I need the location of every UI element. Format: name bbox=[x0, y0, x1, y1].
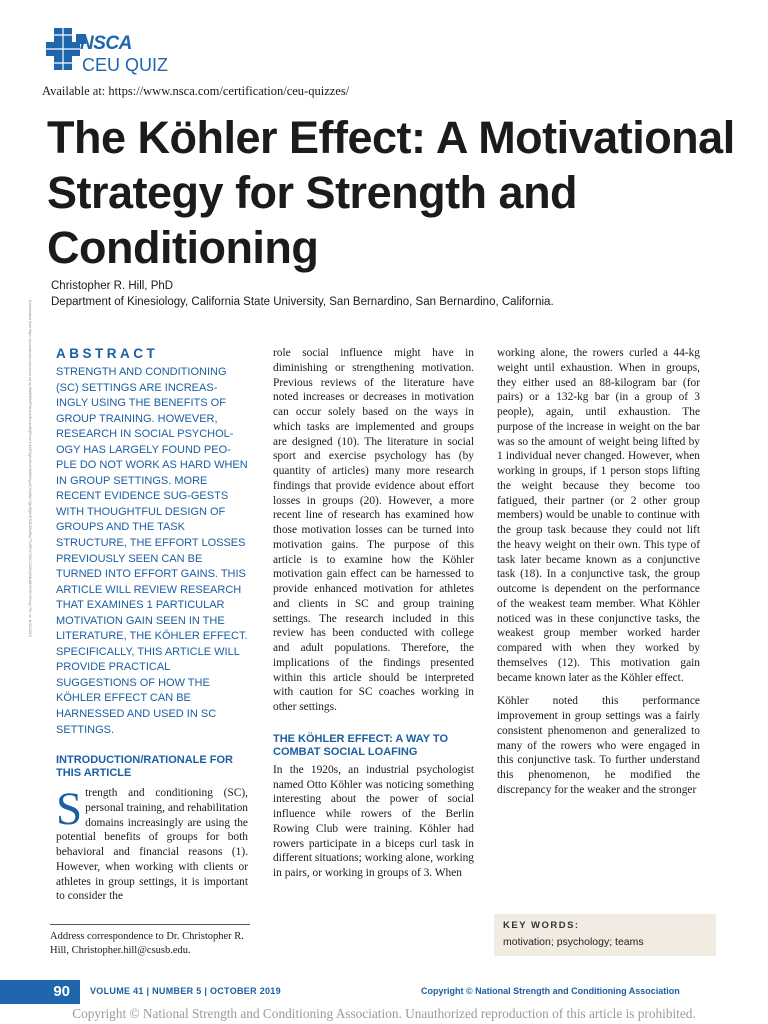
author-name: Christopher R. Hill, PhD bbox=[51, 280, 174, 292]
page-number: 90 bbox=[0, 980, 80, 1004]
intro-paragraph bbox=[56, 783, 248, 904]
col2-paragraph-2: In the 1920s, an industrial psychologist named Otto Köhler was noticing something interesting about the power of social influence while rowers of the Berlin Rowing Club were training. Köhler had rowers participate in a biceps curl task in different situations; working alone, working in pairs, or working in groups of 3. When bbox=[273, 763, 474, 879]
logo-subtext: CEU QUIZ bbox=[82, 55, 169, 75]
abstract-heading: ABSTRACT bbox=[56, 346, 159, 361]
footer-copyright: Copyright © National Strength and Conditioning Association bbox=[421, 986, 680, 996]
keywords-label: KEY WORDS: bbox=[503, 920, 580, 931]
correspondence-divider bbox=[50, 924, 250, 925]
article-title: The Köhler Effect: A Motivational Strategy for Strength and Conditioning bbox=[47, 112, 735, 273]
column-1 bbox=[56, 346, 248, 904]
col3-paragraph-1: working alone, the rowers curled a 44-kg weight until exhaustion. When in groups, they either used an 88-kilogram bar (for pairs) or a 132-kg bar (in a group of 3 people), again, until exhaustion. The purpose of the increase in weight on the bar was so the amount of weight being lifted by 1 individual never changed. However, when working in groups, if 1 person stops lifting the weight because they become too fatigued, their partner (or 2 other group members) would be unable to continue with the group task because they could not lift the heavy weight on their own. This type of task later became known as a conjunctive task (18). In a conjunctive task, the group outcome is dependent on the performance of the weakest team member. What Köhler noticed was in these conjunctive tasks, the weakest group member worked harder compared with when they worked by themselves (12). This motivation gain became known later as the Köhler effect. bbox=[497, 347, 700, 684]
col3-paragraph-2: Köhler noted this performance improvement in group settings was a fairly consistent phenomenon and generalized to many of the rowers who were engaged in this conjunctive task. To further understand this phenomenon, he modified the discrepancy for the weaker and the stronger bbox=[497, 695, 700, 796]
author-affiliation: Department of Kinesiology, California State University, San Bernardino, San Bernardino, California. bbox=[51, 296, 554, 308]
correspondence-note: Address correspondence to Dr. Christopher R. Hill, Christopher.hill@csusb.edu. bbox=[50, 931, 244, 956]
available-url: Available at: https://www.nsca.com/certification/ceu-quizzes/ bbox=[42, 84, 350, 98]
keywords-box bbox=[494, 914, 716, 956]
column-3 bbox=[497, 346, 700, 798]
col2-paragraph-1: role social influence might have in diminishing or strengthening motivation. Previous reviews of the literature have noted increases or decreases in motivation can occur solely based on the ways in which tasks are implemented and groups are designed (10). The literature in social sport and exercise psychology has (by quantity of articles) many more research findings that provide evidence about effort losses in groups (20). However, a more recent line of research has examined how those motivation losses can be turned into motivation gains. The purpose of this article is to examine how the Köhler motivation gain effect can be harnessed to provide enhanced motivation for athletes and clients in SC and group training settings. The research included in this review has been conducted with college and adult populations. Therefore, the implications of the findings presented within this article should be interpreted with caution for SC coaches working in other settings. bbox=[273, 347, 474, 713]
koehler-heading: THE KÖHLER EFFECT: A WAY TO COMBAT SOCIAL LOAFING bbox=[273, 732, 448, 758]
column-2 bbox=[273, 346, 474, 881]
abstract-text: STRENGTH AND CONDITIONING (SC) SETTINGS ARE INCREAS-INGLY USING THE BENEFITS OF GROUP TRAINING. HOWEVER, RESEARCH IN SOCIAL PSYCHOL-OGY HAS LARGELY FOUND PEO-PLE DO NOT WORK AS HARD WHEN IN GROUP SETTINGS. MORE RECENT EVIDENCE SUG-GESTS WITH THOUGHTFUL DESIGN OF GROUPS AND THE TASK STRUCTURE, THE EFFORT LOSSES PREVIOUSLY SEEN CAN BE TURNED INTO EFFORT GAINS. THIS ARTICLE WILL REVIEW RESEARCH THAT EXAMINES 1 PARTICULAR MOTIVATION GAIN SEEN IN THE LITERATURE, THE KÖHLER EFFECT. SPECIFICALLY, THIS ARTICLE WILL PROVIDE PRACTICAL SUGGESTIONS OF HOW THE KÖHLER EFFECT CAN BE HARNESSED AND USED IN SC SETTINGS. bbox=[56, 366, 248, 736]
bottom-copyright-notice: Copyright © National Strength and Conditioning Association. Unauthorized reproduction of this article is prohibited. bbox=[72, 1006, 696, 1021]
issue-info: VOLUME 41 | NUMBER 5 | OCTOBER 2019 bbox=[90, 986, 281, 996]
download-watermark: Downloaded from https://journals.lww.com/nsca-scj by BhDMf5ePHKav1zEoum1tQfN4a+kJLhEZgbsIHo4XMi0hCywCX1AWnYQp/IlQrHD3i3D0OdRyi7TvSFl4Cf3VC4/OAVpDDa8KKGKV0Ymy+78= on 11/02/2019 bbox=[28, 300, 32, 637]
intro-text: trength and conditioning (SC), personal training, and rehabilitation domains increasingly are using the potential benefits of groups for both behavioral and financial reasons (1). However, when working with clients or athletes in group settings, it is important to consider the bbox=[56, 787, 248, 903]
intro-heading: INTRODUCTION/RATIONALE FOR THIS ARTICLE bbox=[56, 754, 234, 780]
logo-text: NSCA bbox=[80, 33, 132, 54]
keywords-text: motivation; psychology; teams bbox=[503, 936, 644, 948]
drop-cap: S bbox=[56, 783, 83, 836]
